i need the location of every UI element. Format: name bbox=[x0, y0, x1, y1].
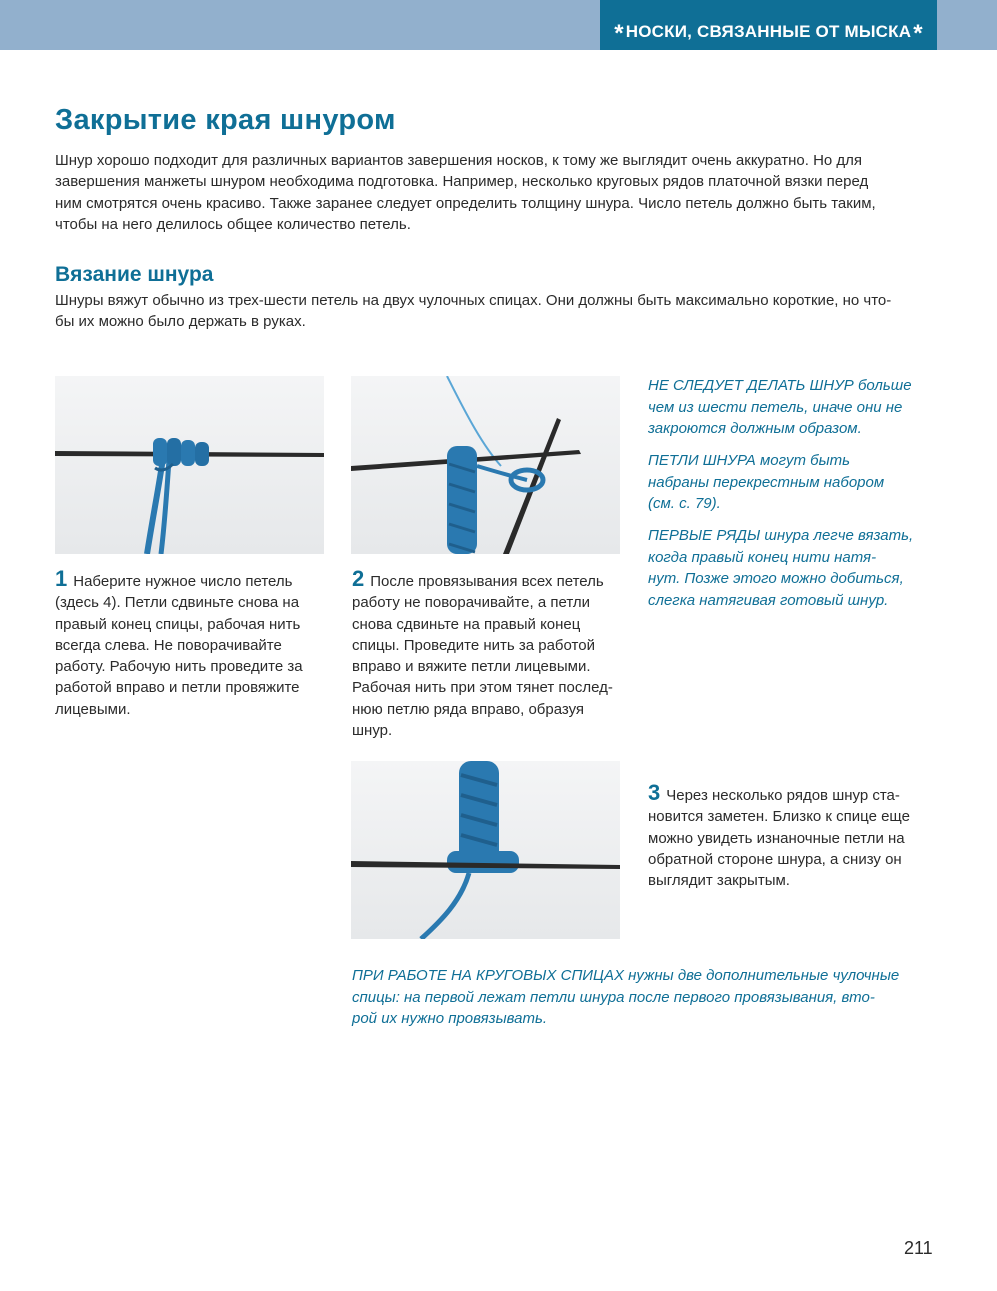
step-line: обратной стороне шнура, а снизу он bbox=[648, 850, 902, 868]
tip-line: (см. с. 79). bbox=[648, 495, 721, 512]
tip-line: слегка натягивая готовый шнур. bbox=[648, 591, 889, 609]
section-title: НОСКИ, СВЯЗАННЫЕ ОТ МЫСКА bbox=[625, 22, 912, 41]
tip-note bbox=[648, 450, 884, 515]
page-title: Закрытие края шнуром bbox=[55, 104, 396, 136]
step-1-photo bbox=[55, 376, 324, 554]
bottom-tip-note bbox=[352, 965, 899, 1030]
tip-note bbox=[648, 525, 913, 611]
step-line: лицевыми. bbox=[55, 700, 131, 718]
tip-line: набраны перекрестным набором bbox=[648, 473, 885, 491]
tip-line: рой их нужно провязывать. bbox=[352, 1010, 548, 1027]
tip-line: НЕ СЛЕДУЕТ ДЕЛАТЬ ШНУР больше bbox=[648, 377, 912, 394]
step-1-text bbox=[55, 568, 325, 720]
step-line: можно увидеть изнаночные петли на bbox=[648, 829, 905, 847]
step-line: Рабочая нить при этом тянет послед- bbox=[352, 679, 613, 697]
tip-line: нут. Позже этого можно добиться, bbox=[648, 570, 904, 587]
step-line bbox=[55, 568, 325, 592]
sub-intro-paragraph bbox=[55, 290, 891, 333]
step-line: спицы. Проведите нить за работой bbox=[352, 636, 595, 654]
step-line: работу не поворачивайте, а петли bbox=[352, 594, 590, 612]
tip-line: чем из шести петель, иначе они не bbox=[648, 398, 903, 416]
tip-line: ПЕТЛИ ШНУРА могут быть bbox=[648, 452, 850, 469]
step-line-text: Наберите нужное число петель bbox=[73, 573, 293, 590]
intro-paragraph bbox=[55, 150, 876, 235]
star-icon: * bbox=[913, 20, 923, 47]
tip-note bbox=[648, 375, 912, 440]
step-line bbox=[648, 782, 938, 806]
step-line: снова сдвиньте на правый конец bbox=[352, 615, 581, 633]
step-number: 1 bbox=[55, 566, 68, 591]
tip-line: закроются должным образом. bbox=[648, 420, 862, 437]
step-line: новится заметен. Близко к спице еще bbox=[648, 808, 910, 826]
step-number: 2 bbox=[352, 566, 365, 591]
step-line: работой вправо и петли провяжите bbox=[55, 679, 300, 697]
step-2-text bbox=[352, 568, 622, 741]
sub-intro-line: бы их можно было держать в руках. bbox=[55, 313, 306, 331]
sub-intro-line: Шнуры вяжут обычно из трех-шести петель на двух чулочных спицах. Они должны быть максимально короткие, но что- bbox=[55, 292, 892, 309]
step-line: вправо и вяжите петли лицевыми. bbox=[352, 658, 591, 676]
section-heading: Вязание шнура bbox=[55, 263, 214, 286]
step-3-text bbox=[648, 782, 938, 891]
step-line: шнур. bbox=[352, 722, 393, 740]
tip-line: ПРИ РАБОТЕ НА КРУГОВЫХ СПИЦАХ нужны две дополнительные чулочные bbox=[352, 967, 900, 984]
intro-line: завершения манжеты шнуром необходима подготовка. Например, несколько круговых рядов платочной вязки перед bbox=[55, 173, 869, 191]
step-line: правый конец спицы, рабочая нить bbox=[55, 615, 301, 633]
step-line: всегда слева. Не поворачивайте bbox=[55, 636, 282, 654]
tip-line: когда правый конец нити натя- bbox=[648, 548, 877, 566]
step-line: нюю петлю ряда вправо, образуя bbox=[352, 700, 585, 718]
intro-line: ним смотрятся очень красиво. Также заранее следует определить толщину шнура. Число петель должно быть таким, bbox=[55, 194, 876, 212]
step-line-text: После провязывания всех петель bbox=[370, 573, 604, 590]
step-line: (здесь 4). Петли сдвиньте снова на bbox=[55, 594, 300, 612]
step-line: работу. Рабочую нить проведите за bbox=[55, 658, 303, 676]
tip-line: ПЕРВЫЕ РЯДЫ шнура легче вязать, bbox=[648, 527, 914, 544]
step-2-photo bbox=[351, 376, 620, 554]
tip-line: спицы: на первой лежат петли шнура после первого провязывания, вто- bbox=[352, 988, 875, 1006]
star-icon: * bbox=[614, 20, 624, 47]
step-line-text: Через несколько рядов шнур ста- bbox=[666, 787, 900, 804]
page-number: 211 bbox=[904, 1238, 933, 1258]
step-number: 3 bbox=[648, 780, 661, 805]
step-line: выглядит закрытым. bbox=[648, 872, 790, 890]
section-tab bbox=[600, 0, 937, 50]
step-line bbox=[352, 568, 622, 592]
step-3-photo bbox=[351, 761, 620, 939]
intro-line: Шнур хорошо подходит для различных вариантов завершения носков, к тому же выглядит очень аккуратно. Но для bbox=[55, 152, 863, 169]
intro-line: чтобы на него делилось общее количество петель. bbox=[55, 215, 411, 233]
